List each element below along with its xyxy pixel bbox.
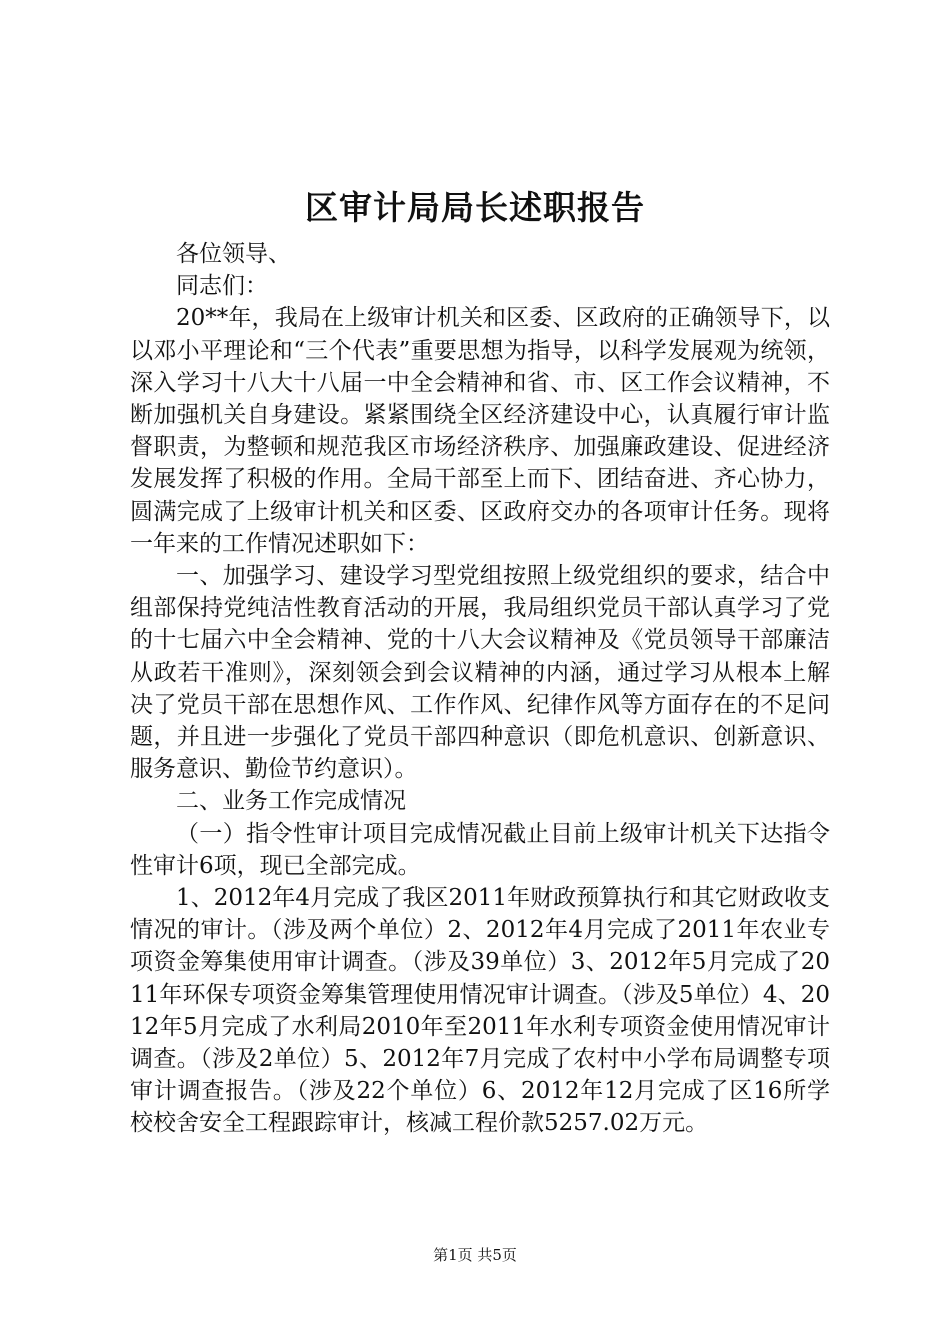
- intro-paragraph: 20**年，我局在上级审计机关和区委、区政府的正确领导下，以以邓小平理论和“三个代表”重要思想为指导，以科学发展观为统领，深入学习十八大十八届一中全会精神和省、市、区工作会议精神，不断加强机关自身建设。紧紧围绕全区经济建设中心，认真履行审计监督职责，为整顿和规范我区市场经济秩序、加强廉政建设、促进经济发展发挥了积极的作用。全局干部至上而下、团结奋进、齐心协力，圆满完成了上级审计机关和区委、区政府交办的各项审计任务。现将一年来的工作情况述职如下：: [130, 305, 830, 557]
- document-body: [130, 238, 830, 1140]
- document-title: 区审计局局长述职报告: [305, 188, 645, 227]
- section-2-heading: 二、业务工作完成情况: [176, 788, 406, 815]
- audit-items-paragraph: 1、2012年4月完成了我区2011年财政预算执行和其它财政收支情况的审计。（涉及两个单位）2、2012年4月完成了2011年农业专项资金筹集使用审计调查。（涉及39单位）3、2012年5月完成了2011年环保专项资金筹集管理使用情况审计调查。（涉及5单位）4、2012年5月完成了水利局2010年至2011年水利专项资金使用情况审计调查。（涉及2单位）5、2012年7月完成了农村中小学布局调整专项审计调查报告。（涉及22个单位）6、2012年12月完成了区16所学校校舍安全工程跟踪审计，核减工程价款5257.02万元。: [130, 885, 830, 1137]
- section-1-paragraph: 一、加强学习、建设学习型党组按照上级党组织的要求，结合中组部保持党纯洁性教育活动的开展，我局组织党员干部认真学习了党的十七届六中全会精神、党的十八大会议精神及《党员领导干部廉洁从政若干准则》，深刻领会到会议精神的内涵，通过学习从根本上解决了党员干部在思想作风、工作作风、纪律作风等方面存在的不足问题，并且进一步强化了党员干部四种意识（即危机意识、创新意识、服务意识、勤俭节约意识）。: [130, 563, 830, 783]
- page-number-footer: 第1页 共5页: [433, 1246, 517, 1264]
- salutation-line-1: 各位领导、: [176, 241, 291, 267]
- salutation-line-2: 同志们：: [176, 273, 268, 300]
- subsection-1-paragraph: （一）指令性审计项目完成情况截止目前上级审计机关下达指令性审计6项，现已全部完成。: [130, 820, 830, 879]
